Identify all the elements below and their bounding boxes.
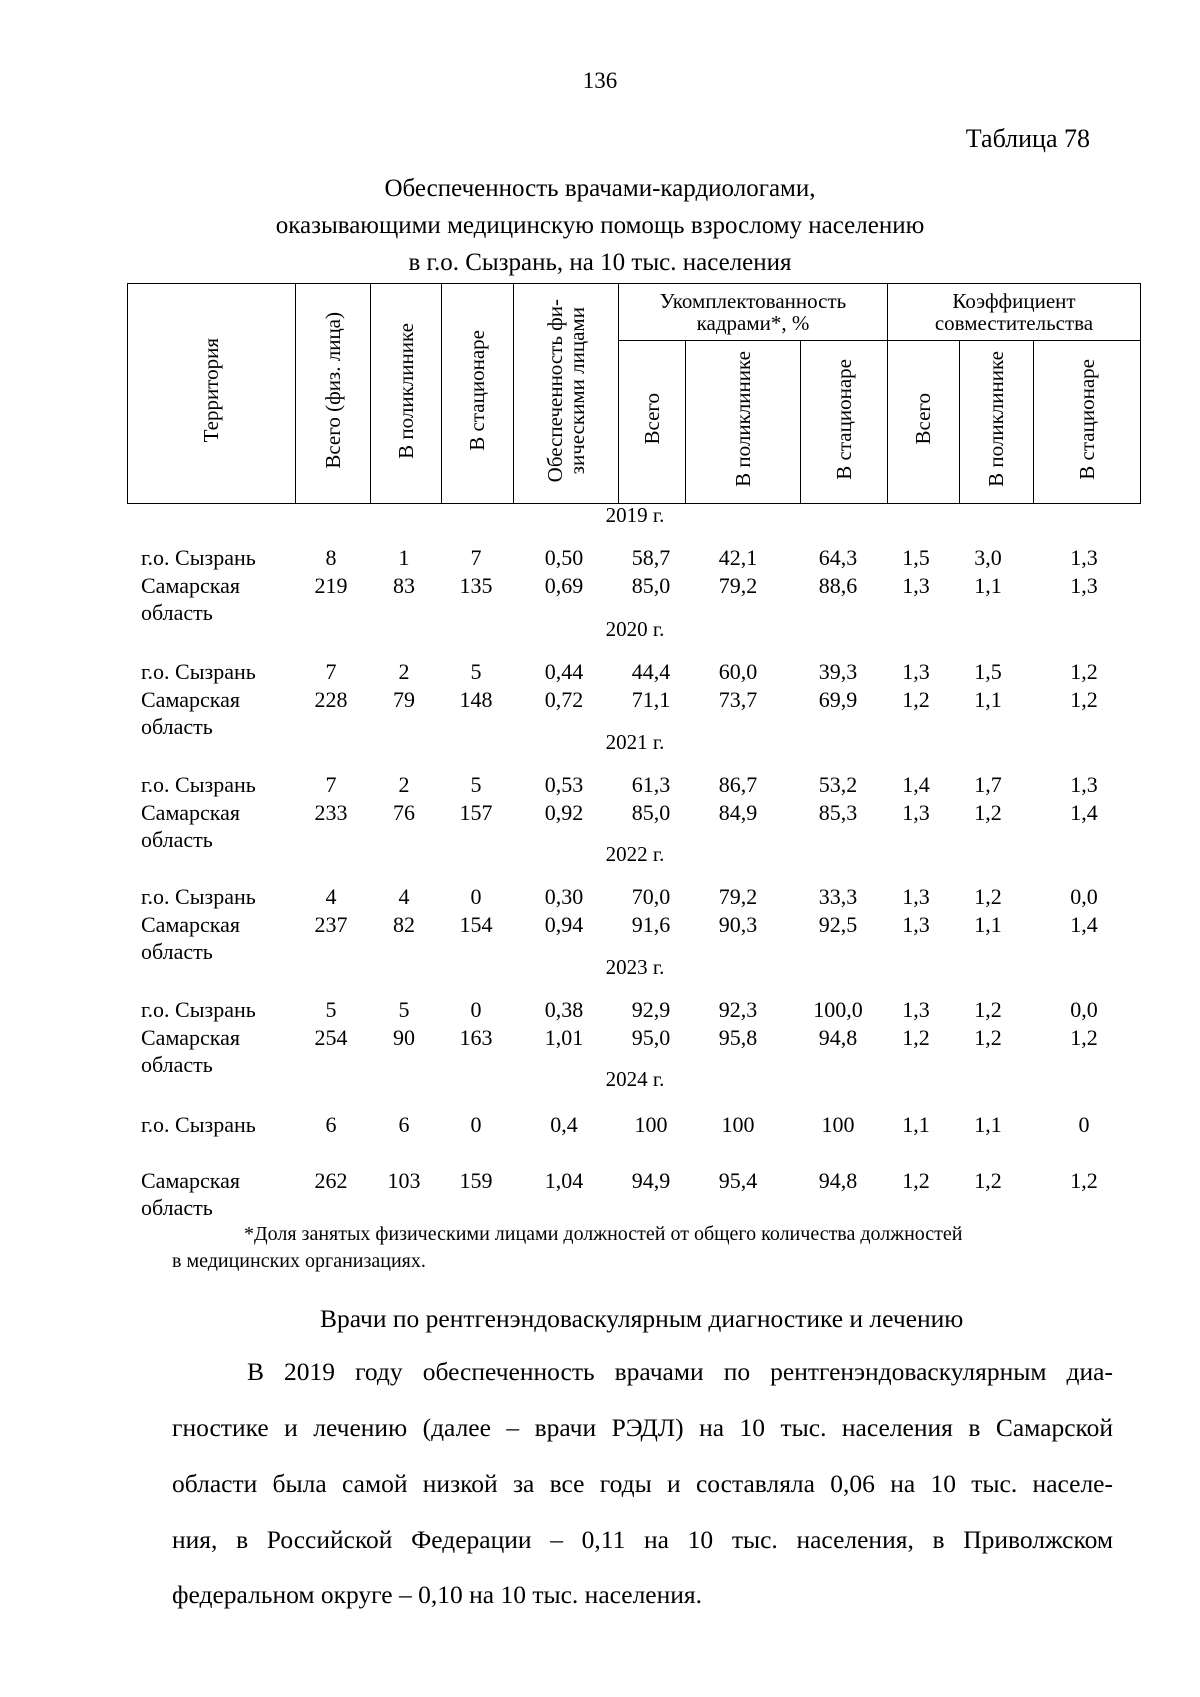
value-cell: 53,2 [818,772,858,797]
value-cell: 103 [387,1168,421,1193]
value-cell: 61,3 [631,772,671,797]
value-cell: 70,0 [631,884,671,909]
value-cell: 1,2 [974,997,1002,1022]
territory-cell: Самарская [141,1168,240,1193]
territory-cell: Самарская [141,800,240,825]
value-cell: 84,9 [718,800,758,825]
value-cell: 1,1 [902,1112,930,1137]
value-cell: 1,2 [974,884,1002,909]
value-cell: 0,4 [550,1112,578,1137]
value-cell: 100 [721,1112,755,1137]
value-cell: 1,3 [902,800,930,825]
value-cell: 1,2 [974,800,1002,825]
value-cell: 0,0 [1070,884,1098,909]
value-cell: 33,3 [818,884,858,909]
value-cell: 237 [314,912,348,937]
header-coef-total: Всего [888,341,960,504]
year-label: 2021 г. [605,730,665,754]
value-cell: 1,7 [974,772,1002,797]
value-cell: 262 [314,1168,348,1193]
value-cell: 0 [470,1112,482,1137]
value-cell: 1,4 [902,772,930,797]
value-cell: 71,1 [631,687,671,712]
value-cell: 1,04 [544,1168,584,1193]
value-cell: 1,3 [1070,545,1098,570]
value-cell: 0,0 [1070,997,1098,1022]
value-cell: 1,3 [902,997,930,1022]
value-cell: 79 [393,687,415,712]
value-cell: 64,3 [818,545,858,570]
territory-cell: г.о. Сызрань [141,545,256,570]
value-cell: 0,50 [544,545,584,570]
value-cell: 163 [459,1025,493,1050]
year-label: 2019 г. [605,503,665,527]
value-cell: 7 [325,659,337,684]
paragraph-line: гностике и лечению (далее – врачи РЭДЛ) на 10 тыс. населения в Самарской [172,1413,1113,1442]
table-header [127,283,1141,504]
table-title-line: Обеспеченность врачами-кардиологами, [384,175,816,202]
value-cell: 92,3 [718,997,758,1022]
value-cell: 228 [314,687,348,712]
value-cell: 92,5 [818,912,858,937]
value-cell: 1,3 [902,912,930,937]
value-cell: 88,6 [818,573,858,598]
value-cell: 1,2 [974,1168,1002,1193]
header-staffing-group: Укомплектованность кадрами*, % [619,284,888,341]
value-cell: 135 [459,573,493,598]
value-cell: 1 [398,545,410,570]
value-cell: 1,3 [1070,772,1098,797]
value-cell: 6 [398,1112,410,1137]
section-heading: Врачи по рентгенэндоваскулярным диагностике и лечению [320,1304,964,1333]
header-total-persons: Всего (физ. лица) [296,284,371,504]
value-cell: 1,2 [1070,1025,1098,1050]
value-cell: 1,5 [902,545,930,570]
value-cell: 95,0 [631,1025,671,1050]
territory-cell: г.о. Сызрань [141,884,256,909]
value-cell: 95,8 [718,1025,758,1050]
value-cell: 5 [325,997,337,1022]
value-cell: 5 [398,997,410,1022]
territory-cell: Самарская [141,912,240,937]
paragraph-line: федеральном округе – 0,10 на 10 тыс. населения. [172,1580,703,1609]
value-cell: 100,0 [813,997,863,1022]
header-coef-polyclinic: В поликлинике [960,341,1034,504]
value-cell: 233 [314,800,348,825]
header-coef-hospital: В стационаре [1034,341,1141,504]
value-cell: 73,7 [718,687,758,712]
value-cell: 76 [393,800,415,825]
value-cell: 219 [314,573,348,598]
territory-cell: г.о. Сызрань [141,1112,256,1137]
year-label: 2020 г. [605,617,665,641]
header-staffing-polyclinic: В поликлинике [686,341,801,504]
value-cell: 0,92 [544,800,584,825]
page-number: 136 [582,68,618,93]
value-cell: 5 [470,659,482,684]
value-cell: 90,3 [718,912,758,937]
value-cell: 159 [459,1168,493,1193]
value-cell: 100 [821,1112,855,1137]
value-cell: 6 [325,1112,337,1137]
territory-cell: область [141,939,213,964]
value-cell: 1,1 [974,912,1002,937]
header-provision: Обеспеченность фи- зическими лицами [514,284,619,504]
value-cell: 1,3 [902,884,930,909]
value-cell: 44,4 [631,659,671,684]
value-cell: 1,3 [1070,573,1098,598]
footnote-line: *Доля занятых физическими лицами должностей от общего количества должностей [244,1223,963,1245]
value-cell: 92,9 [631,997,671,1022]
value-cell: 42,1 [718,545,758,570]
value-cell: 1,2 [1070,659,1098,684]
territory-cell: область [141,1195,213,1220]
value-cell: 0,38 [544,997,584,1022]
value-cell: 86,7 [718,772,758,797]
value-cell: 7 [470,545,482,570]
paragraph-line: области была самой низкой за все годы и составляла 0,06 на 10 тыс. населе- [172,1469,1113,1498]
header-coefficient-group: Коэффициент совместительства [888,284,1141,341]
value-cell: 154 [459,912,493,937]
value-cell: 1,3 [902,659,930,684]
value-cell: 60,0 [718,659,758,684]
header-territory: Территория [128,284,296,504]
value-cell: 8 [325,545,337,570]
header-staffing-total: Всего [619,341,686,504]
year-label: 2023 г. [605,955,665,979]
value-cell: 85,3 [818,800,858,825]
territory-cell: г.о. Сызрань [141,997,256,1022]
value-cell: 0,72 [544,687,584,712]
value-cell: 1,2 [902,687,930,712]
value-cell: 7 [325,772,337,797]
value-cell: 0 [470,997,482,1022]
territory-cell: г.о. Сызрань [141,659,256,684]
value-cell: 1,1 [974,1112,1002,1137]
territory-cell: область [141,827,213,852]
value-cell: 94,8 [818,1168,858,1193]
value-cell: 85,0 [631,800,671,825]
value-cell: 82 [393,912,415,937]
value-cell: 94,8 [818,1025,858,1050]
value-cell: 0 [470,884,482,909]
year-label: 2024 г. [605,1067,665,1091]
value-cell: 1,2 [902,1025,930,1050]
territory-cell: область [141,600,213,625]
value-cell: 1,1 [974,573,1002,598]
value-cell: 1,2 [974,1025,1002,1050]
value-cell: 0 [1078,1112,1090,1137]
value-cell: 4 [398,884,410,909]
value-cell: 0,53 [544,772,584,797]
value-cell: 0,30 [544,884,584,909]
value-cell: 0,69 [544,573,584,598]
value-cell: 94,9 [631,1168,671,1193]
value-cell: 69,9 [818,687,858,712]
value-cell: 3,0 [974,545,1002,570]
table-title-line: оказывающими медицинскую помощь взрослому населению [275,212,925,239]
value-cell: 79,2 [718,884,758,909]
territory-cell: область [141,714,213,739]
value-cell: 1,3 [902,573,930,598]
value-cell: 1,2 [1070,687,1098,712]
value-cell: 95,4 [718,1168,758,1193]
value-cell: 100 [634,1112,668,1137]
value-cell: 85,0 [631,573,671,598]
paragraph-line: ния, в Российской Федерации – 0,11 на 10 тыс. населения, в Приволжском [172,1525,1113,1554]
territory-cell: Самарская [141,573,240,598]
value-cell: 2 [398,659,410,684]
header-polyclinic: В поликлинике [371,284,442,504]
value-cell: 4 [325,884,337,909]
year-label: 2022 г. [605,842,665,866]
value-cell: 90 [393,1025,415,1050]
value-cell: 1,4 [1070,912,1098,937]
value-cell: 2 [398,772,410,797]
value-cell: 1,01 [544,1025,584,1050]
value-cell: 148 [459,687,493,712]
territory-cell: Самарская [141,687,240,712]
value-cell: 39,3 [818,659,858,684]
header-staffing-hospital: В стационаре [801,341,888,504]
value-cell: 1,2 [1070,1168,1098,1193]
table-title-line: в г.о. Сызрань, на 10 тыс. населения [408,249,792,276]
value-cell: 1,2 [902,1168,930,1193]
value-cell: 0,44 [544,659,584,684]
value-cell: 83 [393,573,415,598]
value-cell: 1,1 [974,687,1002,712]
value-cell: 1,5 [974,659,1002,684]
table-label: Таблица 78 [965,124,1090,153]
footnote-line: в медицинских организациях. [172,1250,426,1272]
value-cell: 1,4 [1070,800,1098,825]
value-cell: 79,2 [718,573,758,598]
territory-cell: г.о. Сызрань [141,772,256,797]
value-cell: 157 [459,800,493,825]
value-cell: 58,7 [631,545,671,570]
value-cell: 254 [314,1025,348,1050]
value-cell: 5 [470,772,482,797]
value-cell: 91,6 [631,912,671,937]
territory-cell: Самарская [141,1025,240,1050]
paragraph-line: В 2019 году обеспеченность врачами по рентгенэндоваскулярным диа- [247,1357,1113,1386]
value-cell: 0,94 [544,912,584,937]
header-hospital: В стационаре [442,284,514,504]
territory-cell: область [141,1052,213,1077]
